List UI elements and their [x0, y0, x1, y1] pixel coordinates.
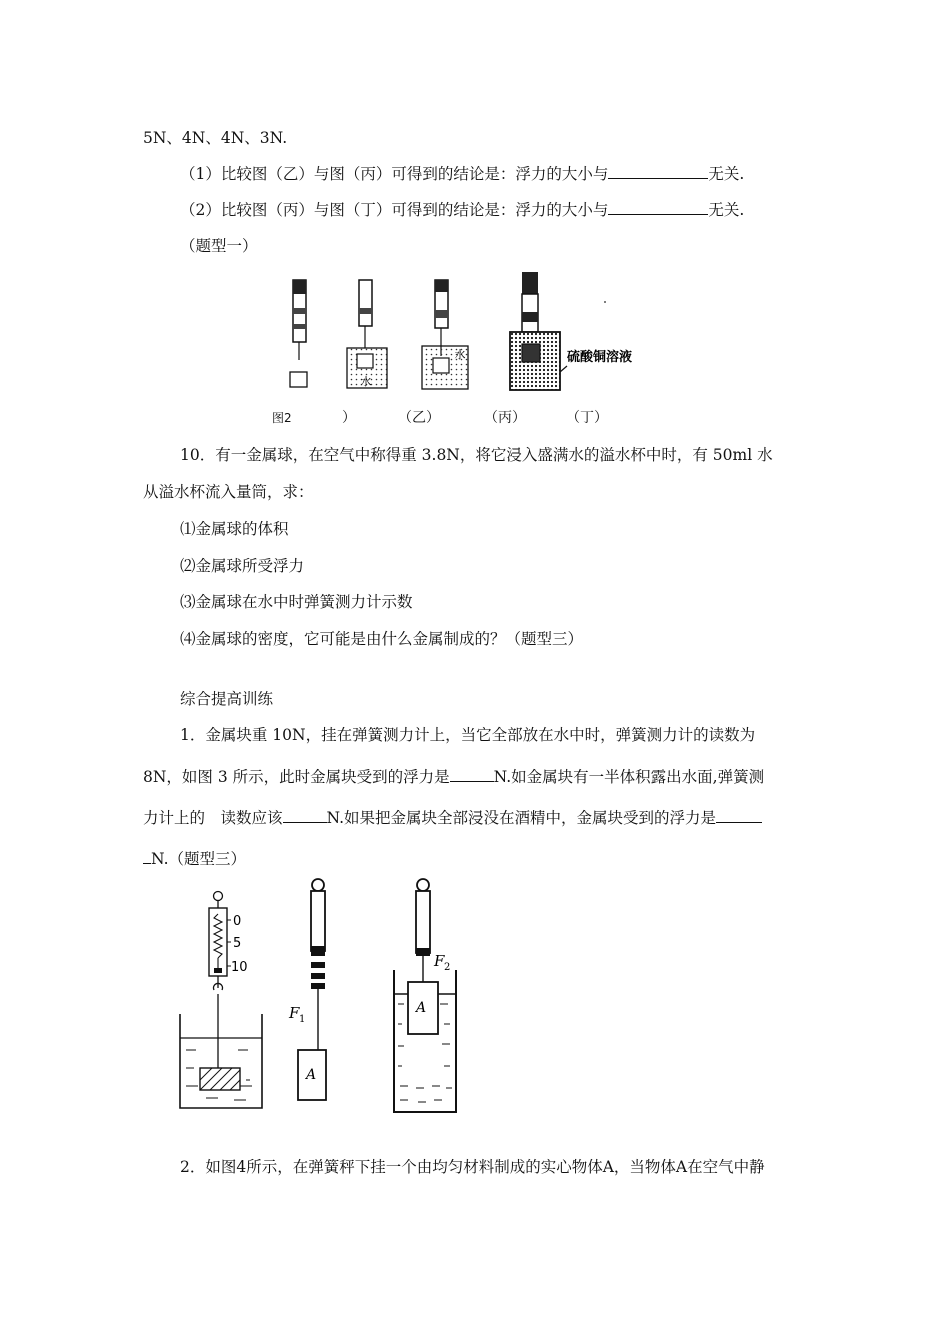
spring-scale-solution [510, 272, 567, 390]
section-q1-text: N.如金属块有一半体积露出水面,弹簧测 [493, 768, 765, 786]
stray-dot [604, 301, 606, 303]
problem-10-line-2: 从溢水杯流入量筒，求： [143, 483, 314, 501]
answer-blank[interactable] [608, 164, 708, 179]
answer-blank[interactable] [450, 767, 494, 782]
label-a: A [306, 1067, 317, 1083]
label-copper-sulfate: 硫酸铜溶液 [567, 350, 633, 365]
question-1-line [180, 164, 744, 184]
section-title: 综合提高训练 [180, 690, 274, 708]
question-1-text: （1）比较图（乙）与图（丙）可得到的结论是：浮力的大小与 [180, 165, 609, 183]
question-2-line [180, 200, 744, 220]
section-q1-line-3 [143, 808, 762, 828]
question-1-tail: 无关. [708, 165, 745, 183]
label-f1: F [289, 1004, 300, 1022]
answer-blank[interactable] [283, 808, 327, 823]
answer-blank[interactable] [143, 849, 151, 864]
section-q1-line-4 [143, 849, 246, 869]
figure-2-caption-c: （丙） [484, 410, 526, 426]
text-line-forces: 5N、4N、4N、3N. [143, 129, 288, 147]
section-q1-line-1: 1．金属块重 10N，挂在弹簧测力计上，当它全部放在水中时，弹簧测力计的读数为 [180, 726, 756, 744]
label-f2-sub: 2 [444, 962, 451, 973]
label-f2: F [434, 952, 445, 970]
question-2-text: （2）比较图（丙）与图（丁）可得到的结论是：浮力的大小与 [180, 201, 609, 219]
figure-4 [284, 874, 474, 1116]
figure-3 [176, 890, 266, 1112]
figure-2-label: 图2 [272, 411, 292, 425]
scale-mark: 10 [231, 960, 248, 975]
label-water: 水 [454, 348, 466, 361]
spring-scale-water-deep [422, 280, 468, 389]
figure-2 [270, 268, 660, 400]
section-q1-line-2 [143, 767, 764, 787]
section-q1-text: 力计上的 读数应该 [143, 809, 283, 827]
figure-2-caption-d: （丁） [566, 410, 608, 426]
spring-scale-water [347, 280, 387, 388]
section-q2-line-1: 2．如图4所示，在弹簧秤下挂一个由均匀材料制成的实心物体A，当物体A在空气中静 [180, 1158, 765, 1176]
problem-10-item: ⑴金属球的体积 [180, 520, 289, 538]
type-note: （题型一） [180, 237, 258, 255]
answer-blank[interactable] [608, 200, 708, 215]
problem-10-item: ⑵金属球所受浮力 [180, 557, 305, 575]
section-q1-text: N.（题型三） [151, 850, 246, 868]
problem-10-line-1: 10．有一金属球，在空气中称得重 3.8N，将它浸入盛满水的溢水杯中时，有 50ml 水 [180, 446, 773, 464]
problem-10-item: ⑷金属球的密度，它可能是由什么金属制成的？（题型三） [180, 630, 584, 648]
label-a: A [416, 1000, 427, 1016]
spring-scale-air [290, 280, 307, 387]
section-q1-text: N.如果把金属块全部浸没在酒精中，金属块受到的浮力是 [326, 809, 717, 827]
label-water: 水 [360, 375, 372, 388]
question-2-tail: 无关. [708, 201, 745, 219]
problem-10-item: ⑶金属球在水中时弹簧测力计示数 [180, 593, 413, 611]
figure-2-caption-a: ） [342, 410, 356, 426]
answer-blank[interactable] [716, 808, 762, 823]
scale-mark: 5 [233, 936, 242, 951]
section-q1-text: 8N，如图 3 所示，此时金属块受到的浮力是 [143, 768, 450, 786]
scale-mark: 0 [233, 914, 242, 929]
label-f1-sub: 1 [299, 1014, 306, 1025]
figure-2-caption-b: （乙） [398, 410, 440, 426]
